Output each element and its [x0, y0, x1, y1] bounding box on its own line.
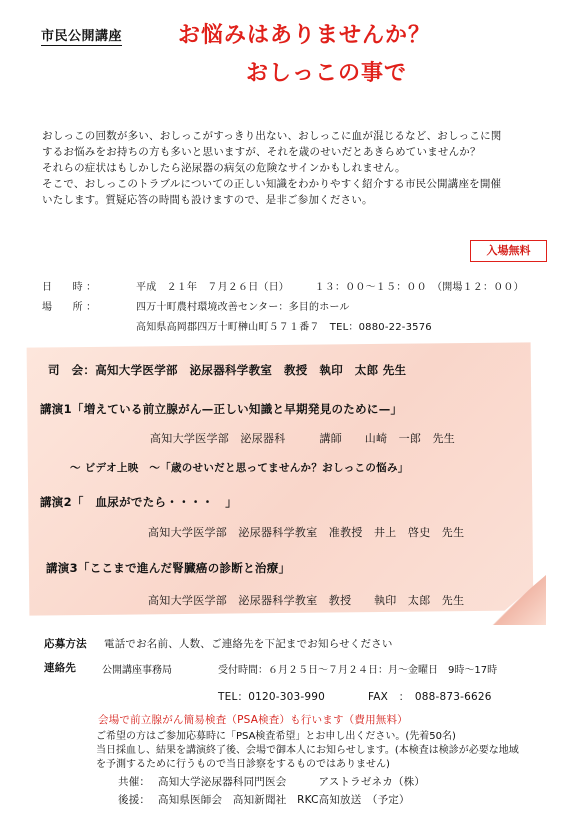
date-label: 日 時 ：	[42, 282, 97, 293]
intro-line: そこで、おしっこのトラブルについての正しい知識をわかりやすく紹介する市民公開講座を開催	[42, 178, 502, 190]
chair-line: 司 会：高知大学医学部 泌尿器科学教室 教授 執印 太郎 先生	[48, 363, 407, 377]
contact-fax: FAX ： 088-873-6626	[368, 691, 492, 703]
contact-office: 公開講座事務局	[102, 665, 172, 676]
place-label: 場 所 ：	[42, 302, 97, 313]
intro-line: いたします。質疑応答の時間も設けますので、是非ご参加ください。	[42, 194, 373, 206]
headline-line-2: おしっこの事で	[246, 61, 408, 86]
co-host-label: 共催：	[118, 776, 151, 788]
lecture-2-speaker: 高知大学医学部 泌尿器科学教室 准教授 井上 啓史 先生	[148, 526, 465, 539]
series-label: 市民公開講座	[41, 25, 122, 46]
lecture-3-title: 講演3「ここまで進んだ腎臓癌の診断と治療」	[46, 561, 291, 575]
co-host-value: 高知大学泌尿器科同門医会 アストラゼネカ（株）	[158, 776, 426, 788]
venue-address: 高知県高岡郡四万十町榊山町５７１番７ TEL：0880-22-3576	[136, 322, 432, 333]
intro-paragraph	[42, 128, 554, 208]
contact-tel: TEL：0120-303-990	[218, 691, 325, 703]
lecture-3-speaker: 高知大学医学部 泌尿器科学教室 教授 執印 太郎 先生	[148, 594, 465, 607]
apply-method-value: 電話でお名前、人数、ご連絡先を下記までお知らせください	[104, 638, 393, 650]
lecture-2-title: 講演2「 血尿がでたら・・・・ 」	[40, 495, 238, 509]
video-screening-line: ～ ビデオ上映 ～「歳のせいだと思ってませんか？おしっこの悩み」	[70, 462, 409, 474]
lecture-1-title: 講演1「増えている前立腺がん—正しい知識と早期発見のために—」	[40, 402, 403, 416]
intro-line: おしっこの回数が多い、おしっこがすっきり出ない、おしっこに血が混じるなど、おしっこに関	[42, 130, 502, 142]
lecture-1-speaker: 高知大学医学部 泌尿器科 講師 山崎 一郎 先生	[150, 432, 456, 445]
free-admission-badge: 入場無料	[470, 240, 547, 262]
psa-headline: 会場で前立腺がん簡易検査（PSA検査）も行います（費用無料）	[98, 714, 408, 726]
psa-line-3: を予測するために行うもので当日診察をするものではありません)	[96, 759, 390, 770]
apply-method-label: 応募方法	[44, 638, 87, 650]
support-label: 後援：	[118, 794, 151, 806]
intro-line: それらの症状はもしかしたら泌尿器の病気の危険なサインかもしれません。	[42, 162, 406, 174]
contact-label: 連絡先	[44, 662, 77, 674]
support-value: 高知県医師会 高知新聞社 RKC高知放送 （予定）	[158, 794, 410, 806]
psa-line-1: ご希望の方はご参加応募時に「PSA検査希望」とお申し出ください。(先着50名)	[96, 731, 456, 742]
reception-hours: 受付時間：６月２５日～７月２４日：月～金曜日 9時～17時	[218, 665, 498, 676]
place-value: 四万十町農村環境改善センター：多目的ホール	[136, 302, 350, 313]
psa-line-2: 当日採血し、結果を講演終了後、会場で御本人にお知らせします。(本検査は検診が必要な地域	[96, 745, 519, 756]
intro-line: するお悩みをお持ちの方も多いと思いますが、それを歳のせいだとあきらめていませんか？	[42, 146, 481, 158]
headline-line-1: お悩みはありませんか？	[178, 23, 432, 48]
date-value: 平成 ２１年 ７月２６日（日） １３：００～１５：００ （開場１２：００）	[136, 282, 524, 293]
